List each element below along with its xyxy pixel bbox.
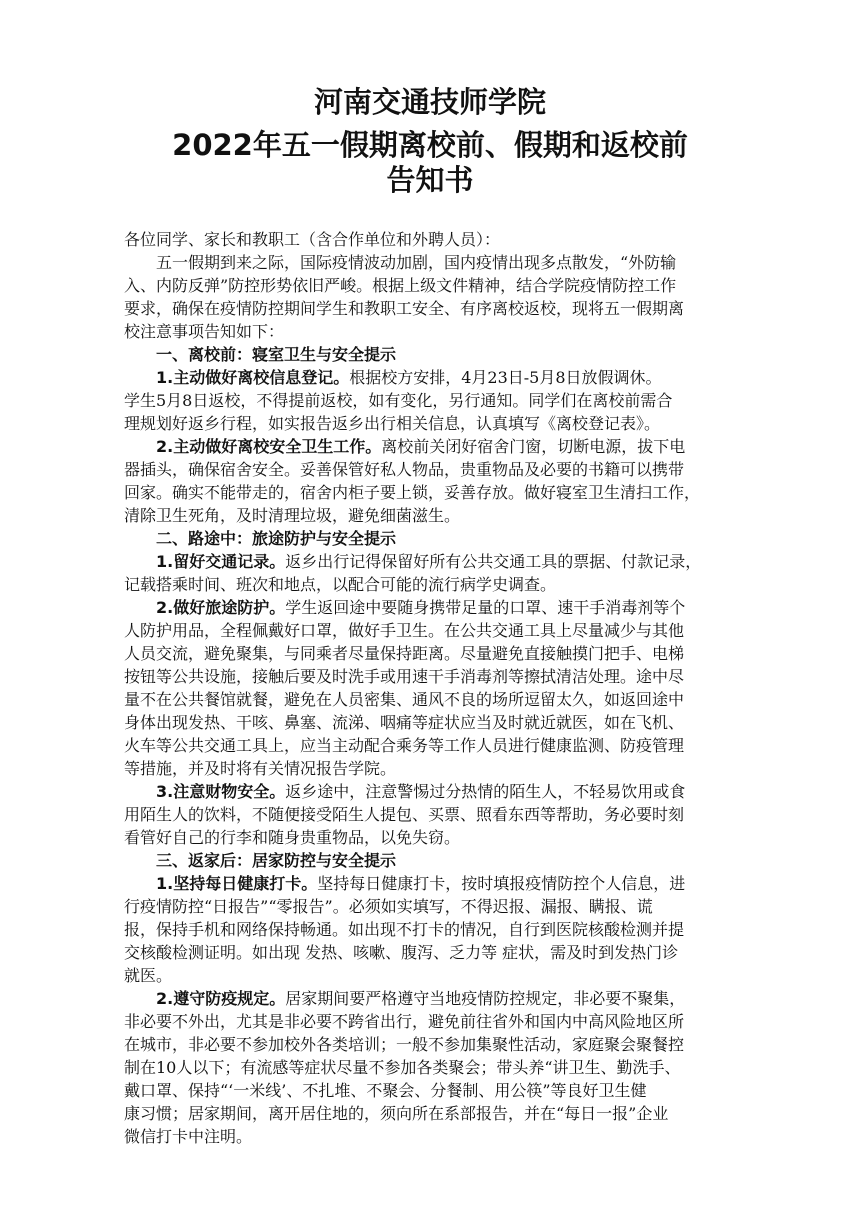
section2-item2-first-line: 2.做好旅途防护。学生返回途中要随身携带足量的口罩、速干手消毒剂等个 [156,598,686,617]
section2-item3-title: 3.注意财物安全。 [156,782,286,801]
greeting: 各位同学、家长和教职工（含合作单位和外聘人员）： [124,230,501,249]
section3-item2-title: 2.遵守防疫规定。 [156,989,286,1008]
body-line: 等措施，并及时将有关情况报告学院。 [124,759,397,778]
body-line: 戴口罩、保持“‘一米线’、不扎堆、不聚会、分餐制、用公筷”等良好卫生健 [124,1081,647,1100]
body-line: 制在10人以下；有流感等症状尽量不参加各类聚会；带头养“讲卫生、勤洗手、 [124,1058,681,1077]
body-line: 非必要不外出，尤其是非必要不跨省出行，避免前往省外和国内中高风险地区所 [124,1012,685,1031]
body-line: 报，保持手机和网络保持畅通。如出现不打卡的情况，自行到医院核酸检测并提 [124,920,685,939]
title-school: 河南交通技师学院 [313,85,546,119]
section-heading-2: 二、路途中：旅途防护与安全提示 [156,529,397,548]
intro-line: 校注意事项告知如下： [124,322,285,341]
body-line: 人防护用品，全程佩戴好口罩，做好手卫生。在公共交通工具上尽量减少与其他 [124,621,685,640]
section1-item2-first-line: 2.主动做好离校安全卫生工作。离校前关闭好宿舍门窗，切断电源，拔下电 [156,437,686,456]
body-line: 身体出现发热、干咳、鼻塞、流涕、咽痛等症状应当及时就近就医，如在飞机、 [124,713,685,732]
body-line: 器插头，确保宿舍安全。妥善保管好私人物品，贵重物品及必要的书籍可以携带 [124,460,685,479]
body-line: 回家。确实不能带走的，宿舍内柜子要上锁，妥善存放。做好寝室卫生清扫工作， [124,483,701,502]
title-notice: 告知书 [386,163,474,197]
section2-item2-title: 2.做好旅途防护。 [156,598,286,617]
body-line: 理规划好返乡行程，如实报告返乡出行相关信息，认真填写《离校登记表》。 [124,414,661,433]
body-line: 用陌生人的饮料，不随便接受陌生人提包、买票、照看东西等帮助，务必要时刻 [124,805,685,824]
section1-item2-title: 2.主动做好离校安全卫生工作。 [156,437,382,456]
body-line: 康习惯；居家期间，离开居住地的，须向所在系部报告，并在“每日一报”企业 [124,1104,669,1123]
section3-item1-title: 1.坚持每日健康打卡。 [156,874,318,893]
section1-item1-first-line: 1.主动做好离校信息登记。根据校方安排，4月23日-5月8日放假调休。 [156,368,662,387]
section2-item1-first-line: 1.留好交通记录。返乡出行记得保留好所有公共交通工具的票据、付款记录， [156,552,702,571]
body-line: 记载搭乘时间、班次和地点，以配合可能的流行病学史调查。 [124,575,557,594]
intro-line: 入、内防反弹”防控形势依旧严峻。根据上级文件精神，结合学院疫情防控工作 [124,276,677,295]
body-line: 看管好自己的行李和随身贵重物品，以免失窃。 [124,828,461,847]
section1-item1-title: 1.主动做好离校信息登记。 [156,368,350,387]
body-line: 清除卫生死角，及时清理垃圾，避免细菌滋生。 [124,506,461,525]
section-heading-1: 一、离校前：寝室卫生与安全提示 [156,345,397,364]
body-line: 交核酸检测证明。如出现 发热、咳嗽、腹泻、乏力等 症状，需及时到发热门诊 [124,943,679,962]
section2-item3-first-line: 3.注意财物安全。返乡途中，注意警惕过分热情的陌生人，不轻易饮用或食 [156,782,686,801]
section-heading-3: 三、返家后：居家防控与安全提示 [156,851,397,870]
body-line: 在城市，非必要不参加校外各类培训；一般不参加集聚性活动，家庭聚会聚餐控 [124,1035,685,1054]
intro-line: 要求，确保在疫情防控期间学生和教职工安全、有序离校返校，现将五一假期离 [124,299,685,318]
body-line: 学生5月8日返校，不得提前返校，如有变化，另行通知。同学们在离校前需合 [124,391,673,410]
body-line: 人员交流，避免聚集，与同乘者尽量保持距离。尽量避免直接触摸门把手、电梯 [124,644,685,663]
section3-item2-first-line: 2.遵守防疫规定。居家期间要严格遵守当地疫情防控规定，非必要不聚集， [156,989,686,1008]
body-line: 微信打卡中注明。 [124,1127,253,1146]
intro-line: 五一假期到来之际，国际疫情波动加剧，国内疫情出现多点散发，“外防输 [156,253,677,272]
body-line: 量不在公共餐馆就餐，避免在人员密集、通风不良的场所逗留太久，如返回途中 [124,690,685,709]
section2-item1-title: 1.留好交通记录。 [156,552,286,571]
body-line: 火车等公共交通工具上，应当主动配合乘务等工作人员进行健康监测、防疫管理 [124,736,685,755]
body-line: 就医。 [124,966,173,985]
body-line: 按钮等公共设施，接触后要及时洗手或用速干手消毒剂等擦拭清洁处理。途中尽 [124,667,685,686]
body-line: 行疫情防控“日报告”“零报告”。必须如实填写，不得迟报、漏报、瞒报、谎 [124,897,653,916]
section3-item1-first-line: 1.坚持每日健康打卡。坚持每日健康打卡，按时填报疫情防控个人信息，进 [156,874,686,893]
title-subject: 2022年五一假期离校前、假期和返校前 [172,128,688,162]
